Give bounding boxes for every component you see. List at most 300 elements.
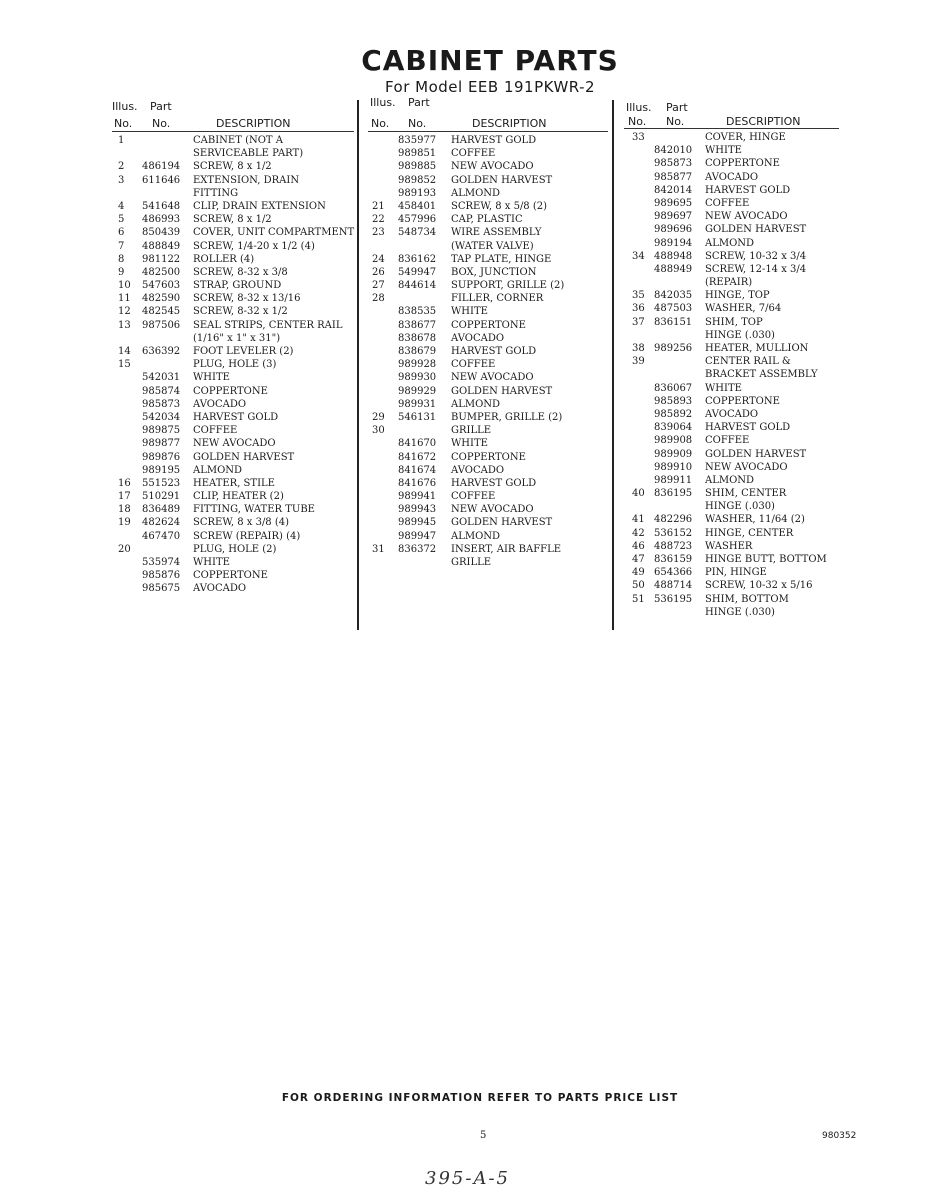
table-row <box>368 187 610 200</box>
part-description: HEATER, STILE <box>193 477 275 489</box>
part-description: GOLDEN HARVEST <box>451 517 553 529</box>
table-row <box>112 253 357 266</box>
table-row <box>112 200 357 213</box>
part-description: PLUG, HOLE (3) <box>193 359 277 371</box>
part-number: 546131 <box>398 411 437 423</box>
part-number: 850439 <box>142 227 181 239</box>
part-number: 838679 <box>398 346 437 357</box>
header-rule <box>368 131 608 132</box>
illus-number: 42 <box>632 527 645 539</box>
part-description: WASHER <box>705 540 753 552</box>
part-number: 989876 <box>142 451 181 463</box>
part-number: 989947 <box>398 530 437 542</box>
part-number: 488723 <box>654 540 693 552</box>
part-number: 486993 <box>142 214 181 226</box>
illus-number: 4 <box>118 200 125 212</box>
illus-number: 28 <box>372 293 385 305</box>
part-number: 467470 <box>142 530 181 542</box>
part-number: 482545 <box>142 306 181 318</box>
table-row <box>368 385 610 398</box>
part-number: 542031 <box>142 372 181 384</box>
column-header <box>112 98 357 134</box>
illus-number: 18 <box>118 504 131 516</box>
table-row <box>368 253 610 266</box>
part-description: ALMOND <box>705 474 755 486</box>
part-description: GOLDEN HARVEST <box>705 224 807 236</box>
table-row <box>112 530 357 543</box>
table-row <box>368 240 610 253</box>
parts-column-3 <box>624 98 839 622</box>
part-description: SHIM, CENTER <box>705 488 787 500</box>
table-row <box>112 516 357 529</box>
part-description: ROLLER (4) <box>193 253 255 265</box>
table-row <box>624 316 839 329</box>
table-row <box>112 160 357 173</box>
part-description: SCREW (REPAIR) (4) <box>193 530 301 542</box>
part-description: INSERT, AIR BAFFLE <box>451 543 562 555</box>
table-row <box>112 305 357 318</box>
table-row <box>624 500 839 513</box>
part-description: COPPERTONE <box>451 451 526 463</box>
part-number: 536195 <box>654 593 693 605</box>
part-description: COFFEE <box>451 148 496 160</box>
illus-number: 13 <box>118 319 131 331</box>
part-description: AVOCADO <box>451 332 505 344</box>
table-row <box>368 411 610 424</box>
table-row <box>624 368 839 381</box>
part-description: NEW AVOCADO <box>193 438 276 450</box>
illus-number: 21 <box>372 200 385 212</box>
part-number: 482624 <box>142 517 181 529</box>
part-description: SEAL STRIPS, CENTER RAIL <box>193 319 343 331</box>
part-number: 989875 <box>142 425 181 437</box>
part-number: 839064 <box>654 422 693 434</box>
part-description: HINGE (.030) <box>705 329 775 341</box>
part-number: 836162 <box>398 253 437 265</box>
part-number: 987506 <box>142 319 181 331</box>
table-row <box>624 553 839 566</box>
table-row <box>112 147 357 160</box>
part-number: 989941 <box>398 491 437 503</box>
part-description: (1/16" x 1" x 31") <box>193 332 281 344</box>
part-number: 989256 <box>654 343 693 354</box>
part-description: AVOCADO <box>193 398 247 410</box>
part-description: GOLDEN HARVEST <box>451 385 553 397</box>
table-row <box>624 579 839 592</box>
part-description: (REPAIR) <box>705 277 753 289</box>
part-description: WHITE <box>705 382 742 394</box>
part-no-label: No. <box>666 115 685 128</box>
table-row <box>368 266 610 279</box>
part-number: 836489 <box>142 504 181 516</box>
part-description: HINGE, TOP <box>705 290 770 302</box>
part-description: COPPERTONE <box>705 395 780 407</box>
header-rule <box>112 131 354 132</box>
illus-number: 19 <box>118 517 131 529</box>
part-description: NEW AVOCADO <box>705 461 788 473</box>
table-row <box>112 543 357 556</box>
table-row <box>112 464 357 477</box>
part-description: COPPERTONE <box>193 570 268 582</box>
part-description: COPPERTONE <box>193 385 268 397</box>
part-description: WHITE <box>451 438 488 450</box>
part-description: (WATER VALVE) <box>451 240 534 252</box>
part-no-label: No. <box>152 117 171 130</box>
ordering-footer: FOR ORDERING INFORMATION REFER TO PARTS PRICE LIST <box>281 1092 679 1104</box>
table-row <box>112 398 357 411</box>
handwritten-note: 395-A-5 <box>425 1168 510 1189</box>
table-row <box>624 342 839 355</box>
part-number: 836195 <box>654 488 693 500</box>
part-number: 482500 <box>142 266 181 278</box>
part-description: COFFEE <box>193 425 238 437</box>
part-number: 547603 <box>142 280 181 292</box>
illus-number: 51 <box>632 593 645 605</box>
parts-column-1 <box>112 98 357 596</box>
part-label: Part <box>408 96 430 109</box>
table-row <box>112 451 357 464</box>
part-description: EXTENSION, DRAIN <box>193 174 300 186</box>
illus-number: 6 <box>118 227 125 239</box>
illus-number: 7 <box>118 240 125 252</box>
part-number: 989194 <box>654 237 693 249</box>
table-row <box>624 263 839 276</box>
table-row <box>624 474 839 487</box>
part-description: HINGE (.030) <box>705 501 775 513</box>
table-row <box>368 305 610 318</box>
part-description: SCREW, 12-14 x 3/4 <box>705 263 807 275</box>
table-row <box>112 134 357 147</box>
part-description: ALMOND <box>451 530 501 542</box>
description-label: DESCRIPTION <box>216 117 291 130</box>
illus-number: 46 <box>632 540 645 552</box>
table-row <box>112 345 357 358</box>
table-row <box>624 527 839 540</box>
table-row <box>112 226 357 239</box>
illus-number: 3 <box>118 174 125 186</box>
part-description: SCREW, 10-32 x 3/4 <box>705 250 807 262</box>
table-row <box>624 329 839 342</box>
illus-number: 16 <box>118 477 131 489</box>
table-row <box>112 582 357 595</box>
part-description: SCREW, 10-32 x 5/16 <box>705 580 813 592</box>
table-row <box>112 174 357 187</box>
part-description: AVOCADO <box>193 583 247 595</box>
part-number: 551523 <box>142 477 181 489</box>
part-number: 981122 <box>142 253 181 265</box>
table-row <box>368 134 610 147</box>
table-row <box>624 223 839 236</box>
part-number: 842035 <box>654 290 693 302</box>
description-label: DESCRIPTION <box>472 117 547 130</box>
illus-number: 35 <box>632 290 645 302</box>
part-description: WASHER, 11/64 (2) <box>705 514 805 526</box>
part-description: ALMOND <box>193 464 243 476</box>
part-number: 836372 <box>398 543 437 555</box>
part-description: GOLDEN HARVEST <box>193 451 295 463</box>
illus-no-label: No. <box>371 117 390 130</box>
table-row <box>112 292 357 305</box>
part-number: 844614 <box>398 280 437 292</box>
part-description: GRILLE <box>451 425 492 437</box>
part-description: COFFEE <box>705 197 750 209</box>
table-row <box>112 213 357 226</box>
part-description: TAP PLATE, HINGE <box>451 253 552 265</box>
part-number: 985873 <box>142 398 181 410</box>
part-number: 989909 <box>654 448 693 460</box>
part-description: BUMPER, GRILLE (2) <box>451 411 563 423</box>
part-description: AVOCADO <box>451 464 505 476</box>
part-number: 458401 <box>398 200 437 212</box>
illus-number: 15 <box>118 359 131 371</box>
table-row <box>112 477 357 490</box>
part-number: 510291 <box>142 491 181 503</box>
illus-no-label: No. <box>628 115 647 128</box>
table-row <box>624 237 839 250</box>
part-number: 841676 <box>398 477 437 489</box>
illus-number: 5 <box>118 214 125 226</box>
table-row <box>112 503 357 516</box>
table-row <box>368 319 610 332</box>
part-number: 487503 <box>654 303 693 315</box>
table-row <box>624 434 839 447</box>
part-description: HINGE, CENTER <box>705 527 794 539</box>
illus-label: Illus. <box>112 100 138 113</box>
illus-number: 22 <box>372 214 385 226</box>
table-row <box>368 147 610 160</box>
illus-number: 30 <box>372 425 385 437</box>
table-row <box>624 421 839 434</box>
part-description: HEATER, MULLION <box>705 343 809 354</box>
part-number: 989929 <box>398 385 437 397</box>
table-row <box>624 408 839 421</box>
part-description: COFFEE <box>451 491 496 503</box>
part-description: COVER, HINGE <box>705 132 786 143</box>
part-description: COVER, UNIT COMPARTMENT <box>193 227 355 239</box>
part-number: 486194 <box>142 161 181 173</box>
part-description: SCREW, 8-32 x 3/8 <box>193 266 288 278</box>
part-description: CLIP, HEATER (2) <box>193 491 284 503</box>
part-description: STRAP, GROUND <box>193 280 282 292</box>
part-number: 835977 <box>398 135 437 146</box>
part-description: PIN, HINGE <box>705 567 767 579</box>
part-description: FITTING <box>193 187 239 199</box>
table-row <box>368 556 610 569</box>
illus-number: 38 <box>632 343 645 354</box>
illus-number: 50 <box>632 580 645 592</box>
part-description: WIRE ASSEMBLY <box>451 227 542 239</box>
part-number: 985874 <box>142 385 181 397</box>
illus-number: 41 <box>632 514 645 526</box>
part-description: HARVEST GOLD <box>451 135 537 146</box>
table-row <box>112 490 357 503</box>
part-number: 838535 <box>398 306 437 318</box>
table-row <box>112 240 357 253</box>
illus-number: 29 <box>372 411 385 423</box>
illus-number: 17 <box>118 491 131 503</box>
part-label: Part <box>666 101 688 114</box>
column-divider <box>612 100 614 630</box>
part-number: 838678 <box>398 332 437 344</box>
table-row <box>624 276 839 289</box>
illus-number: 27 <box>372 280 385 292</box>
table-row <box>368 174 610 187</box>
part-description: WASHER, 7/64 <box>705 303 782 315</box>
table-row <box>368 503 610 516</box>
part-description: COFFEE <box>705 435 750 447</box>
part-description: WHITE <box>705 145 742 157</box>
table-row <box>368 490 610 503</box>
illus-number: 36 <box>632 303 645 315</box>
part-description: BRACKET ASSEMBLY <box>705 369 818 381</box>
column-divider <box>357 100 359 630</box>
part-description: PLUG, HOLE (2) <box>193 543 277 555</box>
table-row <box>368 464 610 477</box>
table-row <box>624 395 839 408</box>
illus-number: 49 <box>632 567 645 579</box>
table-row <box>624 606 839 619</box>
table-row <box>368 213 610 226</box>
part-number: 611646 <box>142 174 181 186</box>
part-description: NEW AVOCADO <box>451 372 534 384</box>
table-row <box>368 437 610 450</box>
part-no-label: No. <box>408 117 427 130</box>
part-number: 989928 <box>398 359 437 371</box>
part-number: 542034 <box>142 411 181 423</box>
table-row <box>368 424 610 437</box>
table-row <box>624 131 839 144</box>
table-row <box>624 566 839 579</box>
part-number: 989911 <box>654 474 693 486</box>
part-description: CLIP, DRAIN EXTENSION <box>193 200 326 212</box>
part-number: 989931 <box>398 398 437 410</box>
part-number: 841672 <box>398 451 437 463</box>
table-row <box>624 513 839 526</box>
table-row <box>368 398 610 411</box>
part-number: 985876 <box>142 570 181 582</box>
table-row <box>624 197 839 210</box>
table-row <box>624 210 839 223</box>
part-number: 989697 <box>654 211 693 223</box>
part-number: 989930 <box>398 372 437 384</box>
part-description: NEW AVOCADO <box>451 504 534 516</box>
part-description: COPPERTONE <box>451 319 526 331</box>
table-row <box>112 424 357 437</box>
part-number: 989945 <box>398 517 437 529</box>
part-number: 985877 <box>654 171 693 183</box>
part-description: SCREW, 8-32 x 1/2 <box>193 306 288 318</box>
part-number: 989695 <box>654 197 693 209</box>
part-description: AVOCADO <box>705 171 759 183</box>
part-number: 549947 <box>398 266 437 278</box>
illus-number: 8 <box>118 253 125 265</box>
illus-label: Illus. <box>626 101 652 114</box>
part-description: GRILLE <box>451 557 492 568</box>
table-row <box>624 593 839 606</box>
table-row <box>112 411 357 424</box>
table-row <box>624 461 839 474</box>
part-description: SHIM, BOTTOM <box>705 593 789 605</box>
illus-number: 40 <box>632 488 645 500</box>
table-row <box>112 569 357 582</box>
part-number: 654366 <box>654 567 693 579</box>
part-description: WHITE <box>193 557 230 568</box>
part-description: ALMOND <box>451 187 501 199</box>
part-label: Part <box>150 100 172 113</box>
illus-number: 10 <box>118 280 131 292</box>
part-number: 989943 <box>398 504 437 516</box>
table-row <box>112 556 357 569</box>
part-description: HARVEST GOLD <box>705 184 791 196</box>
part-number: 989877 <box>142 438 181 450</box>
illus-number: 37 <box>632 316 645 328</box>
table-row <box>624 540 839 553</box>
part-description: SCREW, 8 x 1/2 <box>193 161 272 173</box>
table-row <box>624 289 839 302</box>
table-row <box>624 157 839 170</box>
illus-number: 26 <box>372 266 385 278</box>
part-description: FITTING, WATER TUBE <box>193 504 315 516</box>
illus-label: Illus. <box>370 96 396 109</box>
parts-column-2 <box>368 98 610 569</box>
table-row <box>368 226 610 239</box>
part-description: CENTER RAIL & <box>705 356 791 368</box>
part-number: 636392 <box>142 346 181 357</box>
table-row <box>624 250 839 263</box>
part-description: SCREW, 8-32 x 13/16 <box>193 293 301 305</box>
part-description: CABINET (NOT A <box>193 135 283 146</box>
part-description: COPPERTONE <box>705 158 780 170</box>
part-number: 989195 <box>142 464 181 476</box>
part-description: HARVEST GOLD <box>705 422 791 434</box>
illus-number: 47 <box>632 554 645 565</box>
part-number: 841670 <box>398 438 437 450</box>
part-number: 535974 <box>142 557 181 568</box>
table-row <box>624 382 839 395</box>
part-description: ALMOND <box>451 398 501 410</box>
part-number: 836067 <box>654 382 693 394</box>
table-row <box>368 371 610 384</box>
part-description: SCREW, 8 x 1/2 <box>193 214 272 226</box>
part-number: 989885 <box>398 161 437 173</box>
table-row <box>112 279 357 292</box>
part-number: 985873 <box>654 158 693 170</box>
table-row <box>112 371 357 384</box>
table-row <box>112 187 357 200</box>
part-description: SCREW, 1/4-20 x 1/2 (4) <box>193 240 315 252</box>
part-description: NEW AVOCADO <box>451 161 534 173</box>
illus-number: 34 <box>632 250 645 262</box>
part-number: 985892 <box>654 408 693 420</box>
part-description: HINGE BUTT, BOTTOM <box>705 554 827 565</box>
table-row <box>112 319 357 332</box>
table-row <box>368 358 610 371</box>
part-description: SUPPORT, GRILLE (2) <box>451 280 565 292</box>
part-description: HINGE (.030) <box>705 606 775 618</box>
table-row <box>112 332 357 345</box>
table-row <box>368 451 610 464</box>
illus-number: 20 <box>118 543 131 555</box>
part-description: HARVEST GOLD <box>451 477 537 489</box>
part-number: 985675 <box>142 583 181 595</box>
illus-number: 2 <box>118 161 125 173</box>
table-row <box>368 530 610 543</box>
part-description: SERVICEABLE PART) <box>193 148 304 160</box>
table-row <box>368 516 610 529</box>
part-number: 488949 <box>654 263 693 275</box>
part-description: CAP, PLASTIC <box>451 214 523 226</box>
part-description: GOLDEN HARVEST <box>705 448 807 460</box>
